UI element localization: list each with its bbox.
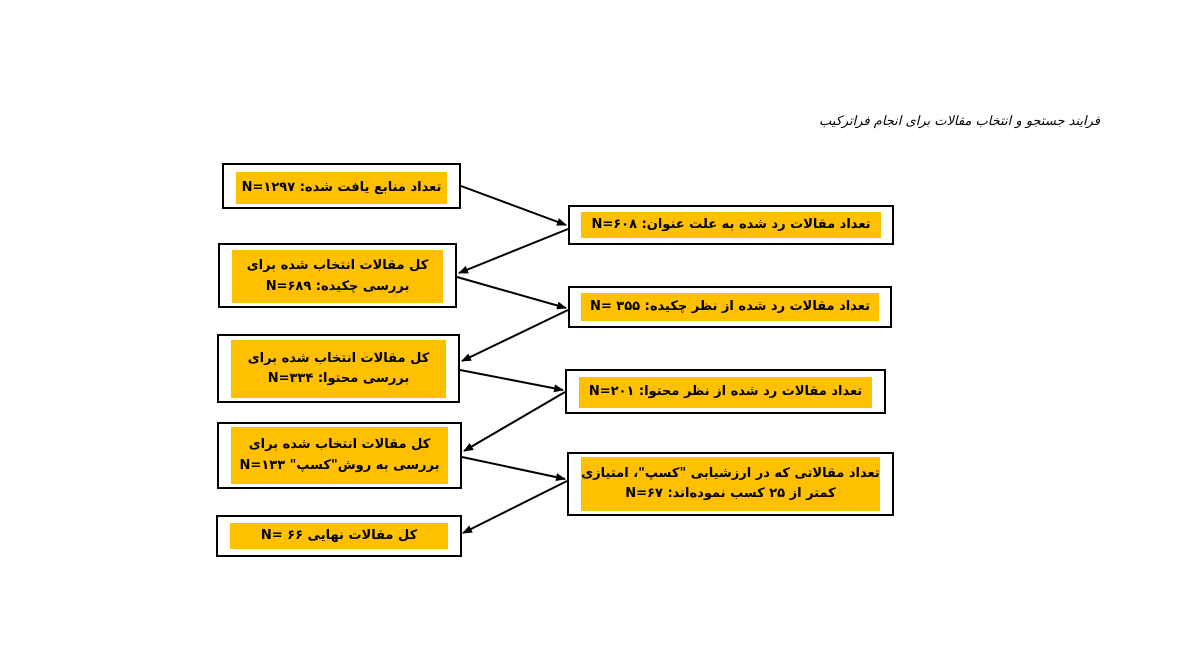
- arrow-found-to-title-rejected: [461, 186, 566, 225]
- found-sources-text: تعداد منابع یافت شده: N=۱۲۹۷: [241, 179, 442, 195]
- final-articles-text: کل مقالات نهایی N= ۶۶: [260, 527, 418, 543]
- title-rejected-text: تعداد مقالات رد شده به علت عنوان: N=۶۰۸: [591, 216, 871, 232]
- content-review-line-2: بررسی محتوا: N=۳۳۴: [267, 371, 410, 386]
- content-review-line-1: کل مقالات انتخاب شده برای: [247, 350, 430, 366]
- arrow-casp-review-to-casp-rejected: [462, 457, 565, 479]
- abstract-review-line-2: بررسی چکیده: N=۶۸۹: [265, 278, 410, 294]
- casp-rejected-line-2: کمتر از ۲۵ کسب نموده‌اند: N=۶۷: [625, 486, 836, 501]
- arrow-content-rejected-to-casp-review: [464, 392, 565, 451]
- arrow-content-review-to-content-rejected: [460, 370, 563, 390]
- arrow-casp-rejected-to-final: [463, 481, 567, 533]
- casp-rejected-line-1: تعداد مقالاتی که در ارزشیابی "کسپ"، امتیازی: [581, 465, 880, 481]
- diagram-caption: فرایند جستجو و انتخاب مقالات برای انجام فراترکیب: [818, 114, 1100, 129]
- content-rejected-text: تعداد مقالات رد شده از نظر محتوا: N=۲۰۱: [588, 384, 863, 400]
- abstract-rejected-text: تعداد مقالات رد شده از نظر چکیده: N= ۳۵۵: [590, 298, 870, 314]
- arrow-title-rejected-to-abstract-review: [459, 229, 568, 273]
- casp-review-line-2: بررسی به روش"کسپ" N=۱۳۳: [239, 457, 440, 473]
- abstract-review-line-1: کل مقالات انتخاب شده برای: [246, 258, 429, 274]
- arrow-abstract-review-to-abstract-rejected: [457, 277, 566, 308]
- casp-review-line-1: کل مقالات انتخاب شده برای: [248, 437, 431, 453]
- arrow-abstract-rejected-to-content-review: [462, 310, 568, 361]
